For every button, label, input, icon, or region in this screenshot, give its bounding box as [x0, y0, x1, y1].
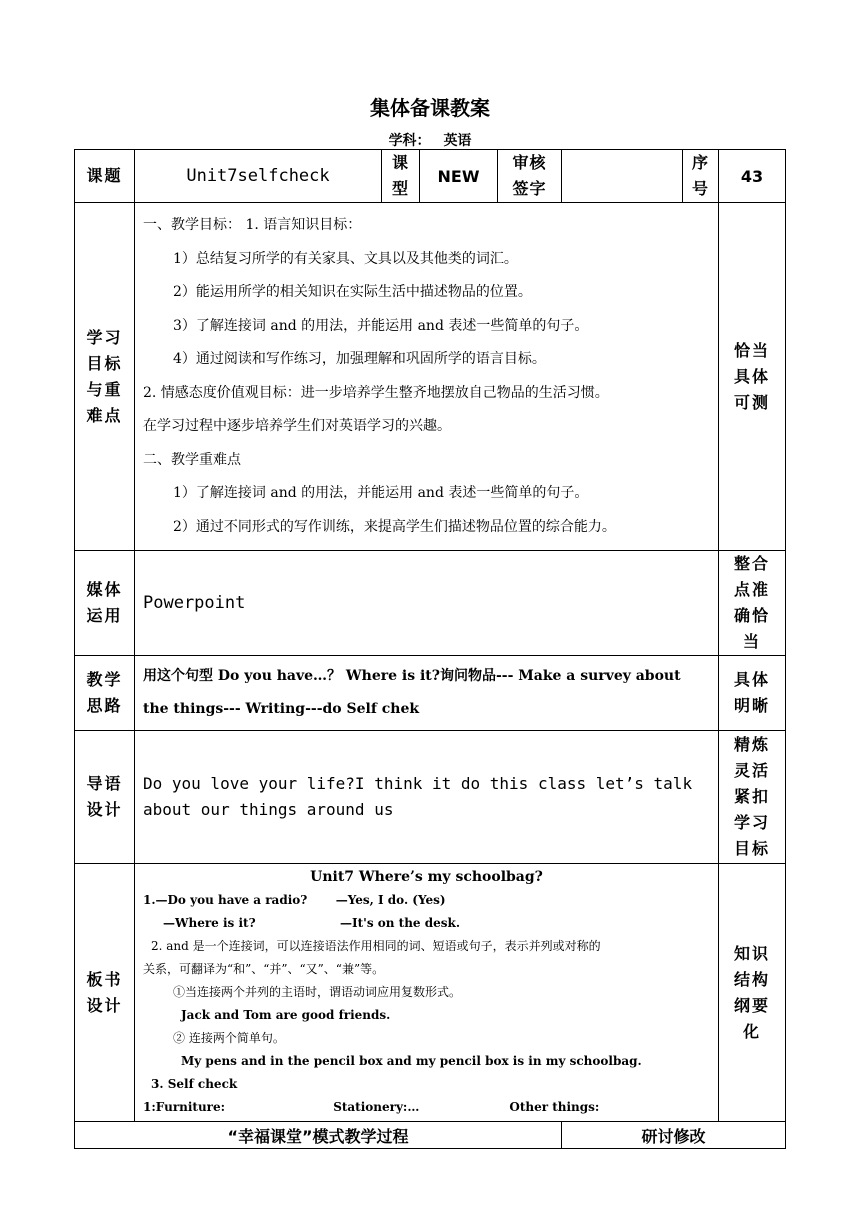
seq-label-line: 号 [691, 179, 709, 198]
media-remark-line: 当 [742, 632, 761, 651]
board-line [143, 912, 710, 935]
goals-line: 2. 情感态度价值观目标：进一步培养学生整齐地摆放自己物品的生活习惯。 [143, 384, 609, 401]
goals-remark-line: 具体 [733, 366, 770, 386]
board-category: Other things: [509, 1100, 600, 1114]
board-remark-line: 化 [742, 1021, 761, 1041]
type-label-line: 课 [391, 153, 409, 172]
review-label [498, 150, 562, 203]
goals-row [75, 203, 786, 551]
seq-label [683, 150, 719, 203]
goals-remark-line: 恰当 [733, 340, 770, 360]
goals-line: 在学习过程中逐步培养学生们对英语学习的兴趣。 [143, 418, 451, 434]
board-line: ①当连接两个并列的主语时，谓语动词应用复数形式。 [173, 985, 462, 999]
board-answer: —It's on the desk. [339, 916, 461, 930]
intro-remark-line: 灵活 [733, 761, 770, 780]
board-remark-line: 知识 [733, 943, 770, 963]
goals-line: 一、教学目标： 1. 语言知识目标： [143, 217, 362, 233]
intro-remark-line: 学习 [733, 813, 770, 832]
review-label-line: 审核 [512, 153, 547, 172]
board-category: Stationery:… [333, 1100, 420, 1114]
intro-row [75, 731, 786, 864]
board-line: 2. and 是一个连接词，可以连接语法作用相同的词、短语或句子，表示并列或对称的 [151, 939, 601, 953]
intro-remark-line: 精炼 [733, 735, 770, 754]
board-line [143, 1096, 710, 1119]
board-label [75, 864, 135, 1122]
revise-heading: 研讨修改 [562, 1122, 786, 1149]
type-value: NEW [420, 150, 498, 203]
goals-label-line: 目标 [86, 353, 123, 373]
media-label [75, 551, 135, 656]
board-label-line: 板书 [86, 969, 123, 989]
media-content [135, 551, 719, 656]
idea-remark-line: 明晰 [733, 696, 770, 715]
board-remark-line: 结构 [733, 969, 770, 989]
board-heading: Unit7 Where’s my schoolbag? [310, 869, 543, 885]
goals-line: 2）通过不同形式的写作训练，来提高学生们描述物品位置的综合能力。 [173, 518, 616, 535]
media-row [75, 551, 786, 656]
footer-row [75, 1122, 786, 1149]
idea-line: the things--- Writing---do Self chek [143, 701, 420, 717]
goals-label-line: 难点 [86, 405, 123, 425]
goals-line: 3）了解连接词 and 的用法，并能运用 and 表述一些简单的句子。 [173, 317, 589, 334]
media-value: Powerpoint [143, 593, 246, 613]
intro-label [75, 731, 135, 864]
goals-remark-line: 可测 [733, 392, 770, 412]
media-remark-line: 整合 [733, 554, 770, 573]
goals-content [135, 203, 719, 551]
board-line: ② 连接两个简单句。 [173, 1031, 285, 1045]
type-label [382, 150, 420, 203]
intro-remark-line: 紧扣 [733, 787, 770, 806]
board-line: Jack and Tom are good friends. [181, 1008, 391, 1022]
board-content [135, 864, 719, 1122]
board-remark [719, 864, 786, 1122]
topic-value-text: Unit7selfcheck [186, 166, 330, 186]
review-signature [562, 150, 683, 203]
intro-remark [719, 731, 786, 864]
goals-label-line: 与重 [86, 379, 123, 399]
idea-label-line: 教学 [86, 670, 123, 689]
board-question: 1.—Do you have a radio? [143, 893, 308, 907]
board-row [75, 864, 786, 1122]
type-label-line: 型 [391, 179, 409, 198]
idea-remark [719, 656, 786, 731]
goals-line: 4）通过阅读和写作练习，加强理解和巩固所学的语言目标。 [173, 351, 546, 367]
subject-label: 学科： [388, 133, 431, 149]
intro-label-line: 导语 [86, 774, 123, 793]
board-remark-line: 纲要 [733, 995, 770, 1015]
idea-label-line: 思路 [86, 696, 123, 715]
goals-label-line: 学习 [86, 327, 123, 347]
board-line: 关系，可翻译为“和”、“并”、“又”、“兼”等。 [143, 962, 385, 976]
goals-line: 1）总结复习所学的有关家具、文具以及其他类的词汇。 [173, 250, 518, 267]
process-heading: “幸福课堂”模式教学过程 [75, 1122, 562, 1149]
idea-content [135, 656, 719, 731]
seq-label-line: 序 [691, 153, 709, 172]
board-line: 3. Self check [151, 1077, 238, 1091]
media-remark [719, 551, 786, 656]
board-line [143, 889, 710, 912]
board-answer: —Yes, I do. (Yes) [335, 893, 446, 907]
board-question: —Where is it? [163, 916, 256, 930]
media-label-line: 运用 [86, 606, 123, 625]
board-label-line: 设计 [86, 995, 123, 1015]
intro-line: about our things around us [143, 800, 394, 819]
review-label-line: 签字 [512, 179, 547, 198]
goals-line: 1）了解连接词 and 的用法，并能运用 and 表述一些简单的句子。 [173, 485, 589, 501]
media-label-line: 媒体 [86, 580, 123, 599]
intro-remark-line: 目标 [733, 839, 770, 858]
lesson-plan-table [74, 149, 786, 1149]
intro-line: Do you love your life?I think it do this class let’s talk [143, 774, 693, 793]
goals-label [75, 203, 135, 551]
subject-line [0, 130, 860, 150]
seq-value: 43 [719, 150, 786, 203]
header-row [75, 150, 786, 203]
board-category: 1:Furniture: [143, 1100, 226, 1114]
idea-line: 用这个句型 Do you have…？ Where is it?询问物品--- Make a survey about [143, 668, 681, 684]
intro-label-line: 设计 [86, 800, 123, 819]
media-remark-line: 确恰 [733, 606, 770, 625]
idea-remark-line: 具体 [733, 670, 770, 689]
idea-row [75, 656, 786, 731]
topic-value [135, 150, 382, 203]
board-line: My pens and in the pencil box and my pencil box is in my schoolbag. [181, 1054, 642, 1068]
idea-label [75, 656, 135, 731]
intro-content [135, 731, 719, 864]
goals-line: 2）能运用所学的相关知识在实际生活中描述物品的位置。 [173, 284, 532, 300]
topic-label: 课题 [75, 150, 135, 203]
goals-remark [719, 203, 786, 551]
document-title: 集体备课教案 [370, 96, 490, 120]
subject-value: 英语 [443, 133, 472, 149]
media-remark-line: 点准 [733, 580, 770, 599]
goals-line: 二、教学重难点 [143, 451, 241, 468]
